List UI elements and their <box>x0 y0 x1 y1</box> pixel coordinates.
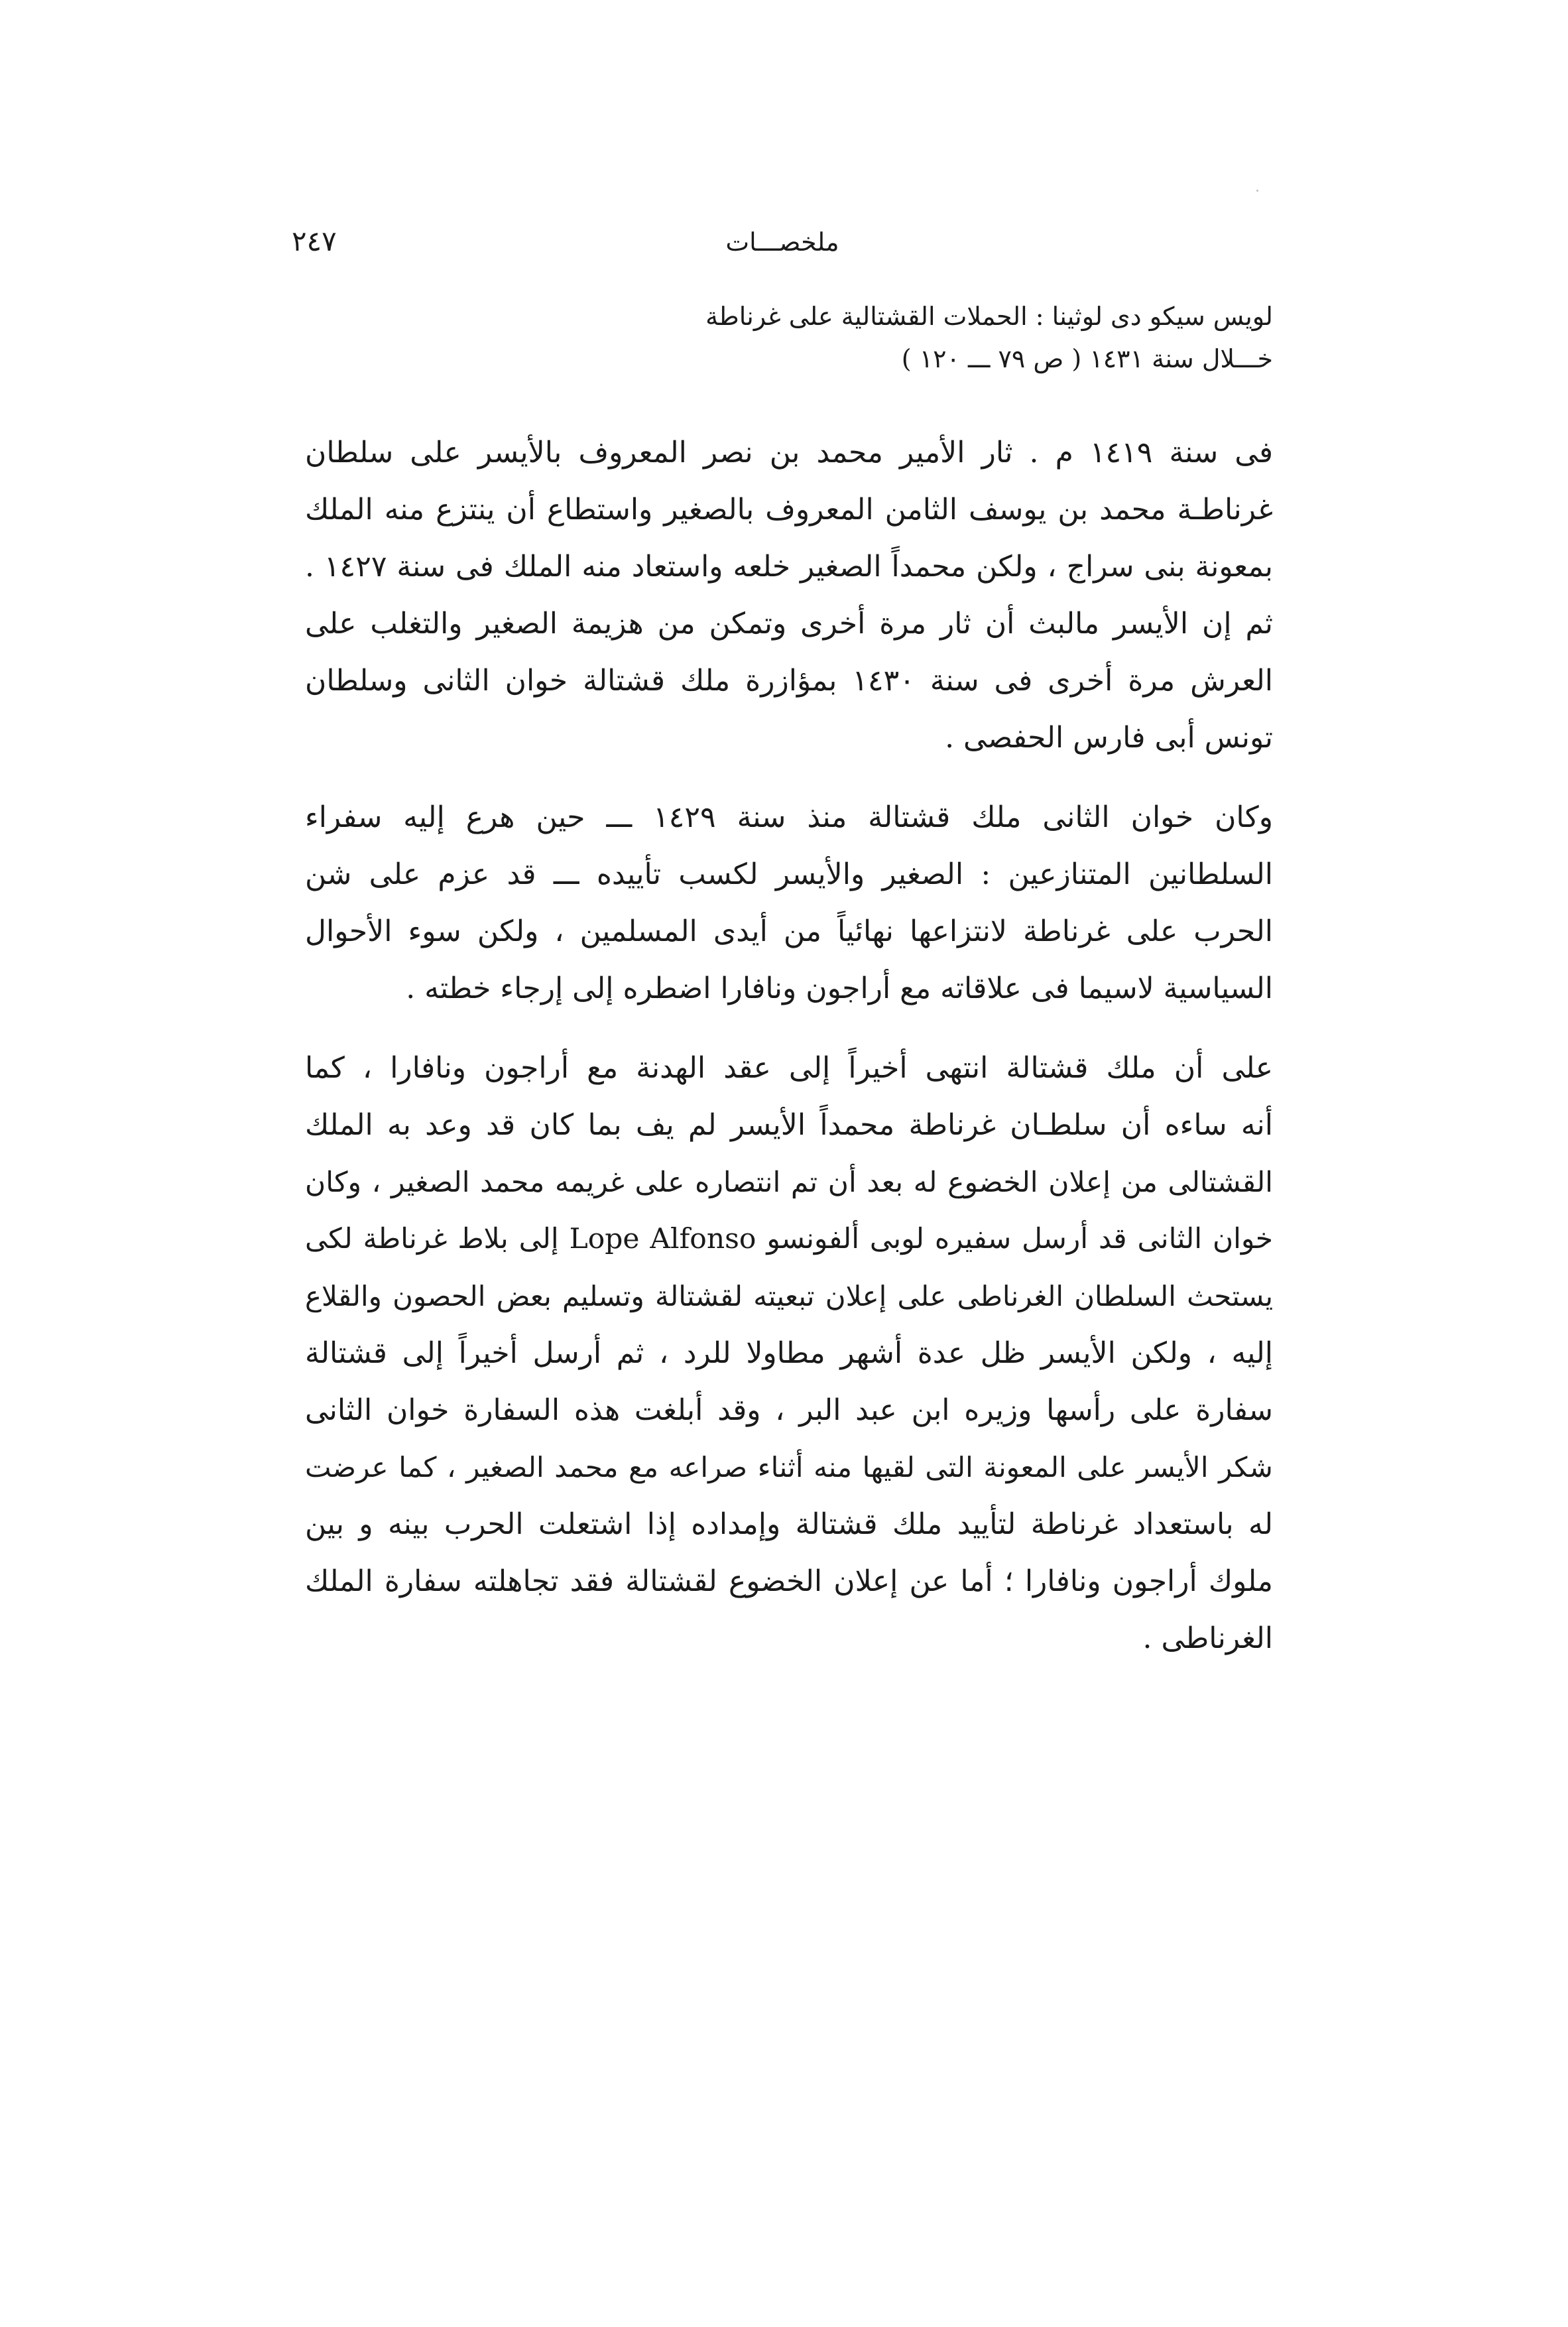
text-line: العرش مرة أخرى فى سنة ١٤٣٠ بمؤازرة ملك قشتالة خوان الثانى وسلطان <box>305 664 1274 698</box>
text-line: بمعونة بنى سراج ، ولكن محمداً الصغير خلعه واستعاد منه الملك فى سنة ١٤٢٧ . <box>305 550 1273 584</box>
text-line: وكان خوان الثانى ملك قشتالة منذ سنة ١٤٢٩ ـــ حين هرع إليه سفراء <box>305 800 1273 834</box>
running-title: ملخصـــات <box>725 227 839 257</box>
text-line: السياسية لاسيما فى علاقاته مع أراجون ونافارا اضطره إلى إرجاء خطته . <box>406 972 1273 1005</box>
text-line: القشتالى من إعلان الخضوع له بعد أن تم انتصاره على غريمه محمد الصغير ، وكان <box>305 1166 1273 1199</box>
text-line: إليه ، ولكن الأيسر ظل عدة أشهر مطاولا للرد ، ثم أرسل أخيراً إلى قشتالة <box>305 1336 1273 1370</box>
text-line: خوان الثانى قد أرسل سفيره لوبى ألفونسو Lope Alfonso إلى بلاط غرناطة لكى <box>305 1223 1273 1255</box>
text-line: ثم إن الأيسر مالبث أن ثار مرة أخرى وتمكن من هزيمة الصغير والتغلب على <box>305 607 1273 641</box>
text-line: غرناطـة محمد بن يوسف الثامن المعروف بالصغير واستطاع أن ينتزع منه الملك <box>305 493 1273 527</box>
text-line: سفارة على رأسها وزيره ابن عبد البر ، وقد أبلغت هذه السفارة خوان الثانى <box>305 1393 1273 1427</box>
text-line: تونس أبى فارس الحفصى . <box>945 721 1273 755</box>
text-line: على أن ملك قشتالة انتهى أخيراً إلى عقد الهدنة مع أراجون ونافارا ، كما <box>305 1051 1273 1085</box>
text-line: له باستعداد غرناطة لتأييد ملك قشتالة وإمداده إذا اشتعلت الحرب بينه و بين <box>305 1507 1273 1541</box>
text-line: ملوك أراجون ونافارا ؛ أما عن إعلان الخضوع لقشتالة فقد تجاهلته سفارة الملك <box>305 1564 1273 1598</box>
text-line: الحرب على غرناطة لانتزاعها نهائياً من أيدى المسلمين ، ولكن سوء الأحوال <box>305 914 1273 948</box>
paragraph <box>305 1040 1273 1667</box>
article-heading-line: خـــلال سنة ١٤٣١ ( ص ٧٩ ـــ ١٢٠ ) <box>901 344 1273 373</box>
paragraph <box>305 789 1273 1017</box>
article-heading-line: لويس سيكو دى لوثينا : الحملات القشتالية على غرناطة <box>705 302 1273 331</box>
body-text <box>305 424 1273 1690</box>
paper-speck <box>1256 190 1258 192</box>
text-line: شكر الأيسر على المعونة التى لقيها منه أثناء صراعه مع محمد الصغير ، كما عرضت <box>305 1451 1273 1483</box>
text-line: أنه ساءه أن سلطـان غرناطة محمداً الأيسر لم يف بما كان قد وعد به الملك <box>305 1108 1273 1142</box>
text-line: الغرناطى . <box>1142 1621 1273 1655</box>
text-line: يستحث السلطان الغرناطى على إعلان تبعيته لقشتالة وتسليم بعض الحصون والقلاع <box>305 1280 1273 1312</box>
page-number: ٢٤٧ <box>292 225 337 257</box>
text-line: فى سنة ١٤١٩ م . ثار الأمير محمد بن نصر المعروف بالأيسر على سلطان <box>305 436 1273 470</box>
text-line: السلطانين المتنازعين : الصغير والأيسر لكسب تأييده ـــ قد عزم على شن <box>305 857 1273 891</box>
paragraph <box>305 424 1273 767</box>
running-head <box>292 222 1273 269</box>
article-heading <box>676 295 1273 380</box>
